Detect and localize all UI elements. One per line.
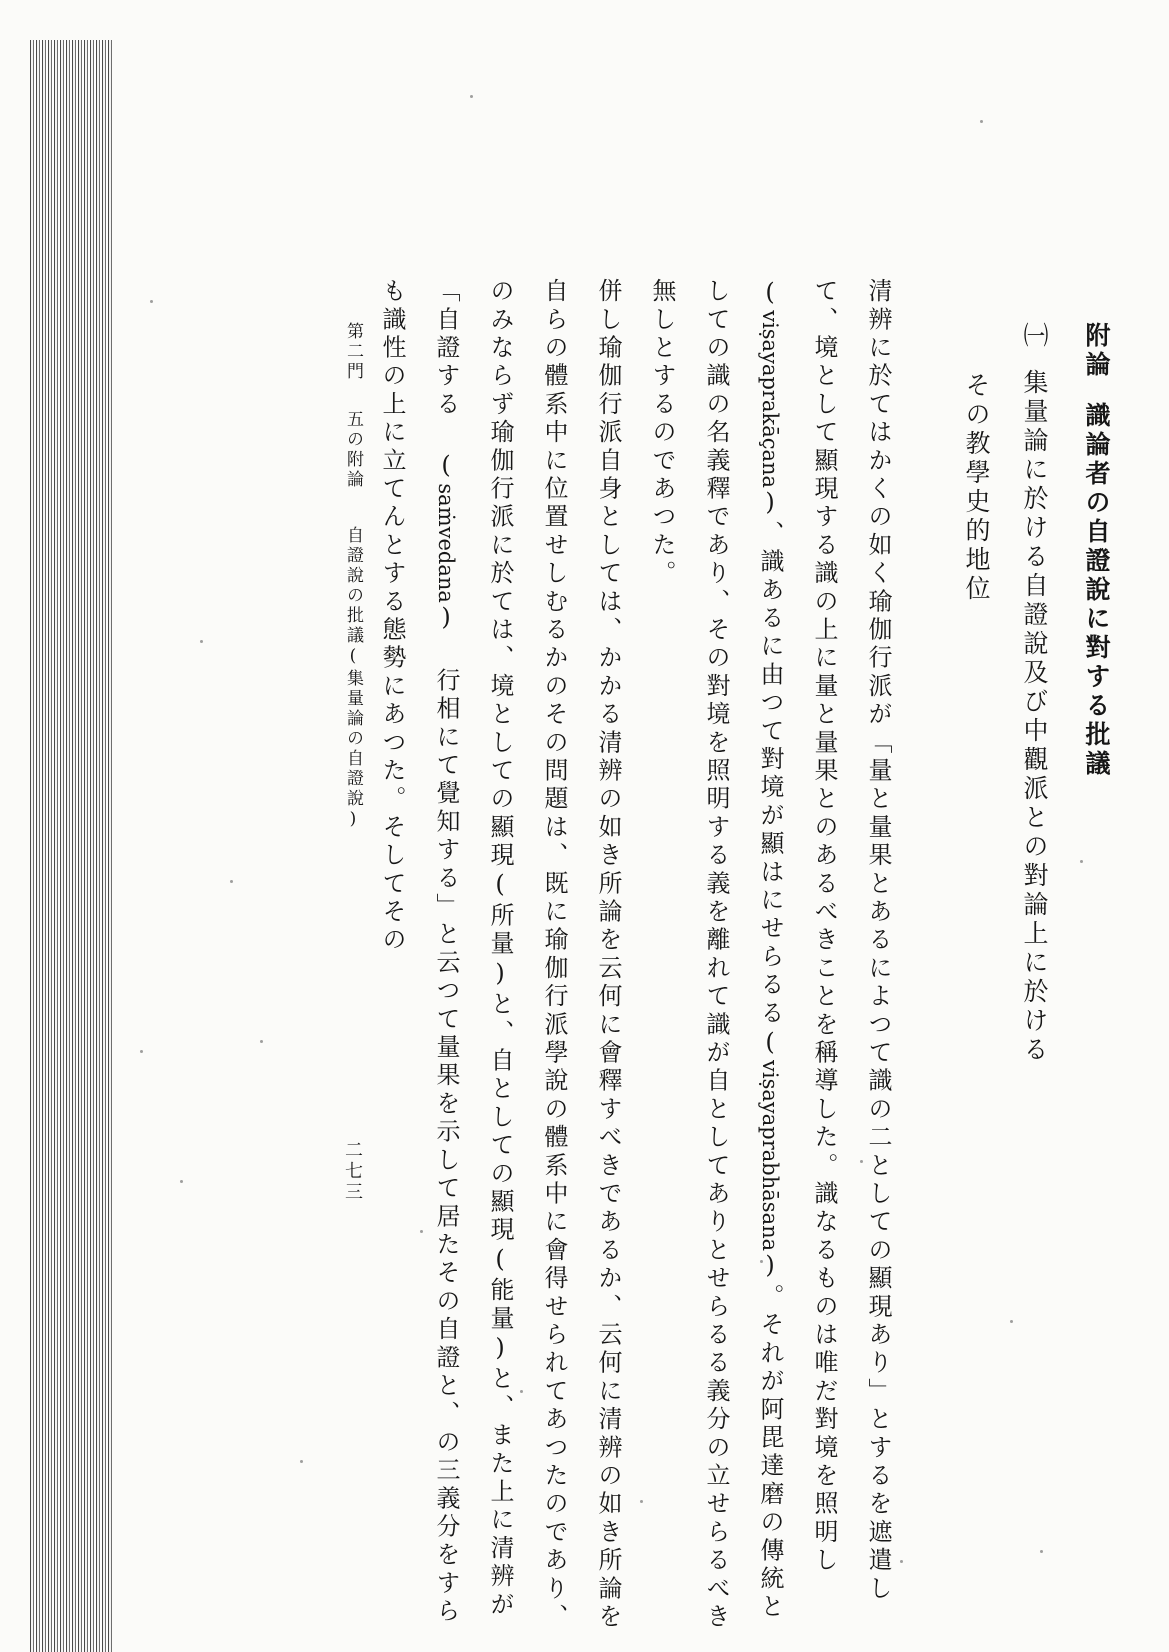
- text-segment: 得せられてあつたのであり、のみならず瑜伽行派に於ては、境としての顯現(所量)と、自とし: [486, 278, 568, 1632]
- speck: [1010, 1320, 1013, 1323]
- running-header: [1084, 322, 1109, 779]
- speck: [470, 95, 473, 98]
- text-segment: それが阿毘達磨の傳統としての識の名義釋であり、その對境を照明する義を離れて識が自とし: [702, 278, 784, 1622]
- header-section-label: 附論: [1082, 322, 1111, 380]
- footer-topic: 自證說の批議(集量論の自證說): [343, 526, 363, 832]
- speck: [980, 120, 983, 123]
- text-segment: は唯だ對境を照明し(: [756, 278, 838, 1576]
- text-segment: )、識あるに由つて對境が顯はにせらるる(: [756, 488, 784, 1061]
- paragraph: [635, 278, 905, 1638]
- paragraph: [365, 278, 635, 1638]
- body-text: [365, 278, 905, 1638]
- section-subheading: その教學史的地位: [962, 372, 991, 604]
- footer-chapter: 五の附論: [343, 410, 363, 490]
- speck: [140, 1050, 143, 1053]
- text-segment: 辨の如き所論を自らの體系中に位置せしむるかのその問題は、既に瑜伽行派學說の體系中に會: [540, 278, 622, 1632]
- speck: [260, 1040, 263, 1043]
- text-segment: ) 行相にて覺知する」と云つて量果を: [432, 602, 460, 1119]
- speck: [1080, 860, 1083, 863]
- speck: [230, 880, 233, 883]
- speck: [300, 1460, 303, 1463]
- speck: [1040, 1550, 1043, 1553]
- header-title: 識論者の自證說に對する批議: [1082, 402, 1111, 779]
- section-heading: [1022, 322, 1047, 1065]
- page-footer: [344, 322, 361, 832]
- sanskrit-term: viṣayaprakāçana: [758, 310, 782, 489]
- book-binding-shadow: [30, 40, 112, 1652]
- sanskrit-term: viṣayaprabhāsana: [758, 1060, 782, 1252]
- text-segment: 併し瑜伽行派自身としては、かかる清辨の如き所論を云何に會釋すべきであるか、云何に清: [594, 278, 622, 1435]
- page-number: 二七三: [342, 1140, 363, 1203]
- text-segment: るを遮遣して、境として顯現する識の上に量と量果とのあるべきことを稱導した。識なるもの: [810, 278, 892, 1604]
- speck: [180, 1180, 183, 1183]
- section-heading-text: 集量論に於ける自證說及び中觀派との對論上に於ける: [1020, 369, 1049, 1065]
- speck: [200, 640, 203, 643]
- text-segment: 清辨に於てはかくの如く瑜伽行派が「量と量果とあるによつて識の二としての顯現あり」とす: [864, 278, 892, 1463]
- text-segment: 示して居たその自證と、の三義分をすらも識性の上に立てんとする態勢にあつた。そしてその: [378, 278, 460, 1627]
- footer-part: 第二門: [343, 322, 363, 382]
- section-number: ㈠: [1020, 322, 1049, 351]
- text-segment: )。: [756, 1251, 784, 1312]
- text-segment: てありとせらるる義分の立せらるべき無しとするのであつた。: [648, 278, 730, 1632]
- speck: [150, 300, 153, 303]
- sanskrit-term: saṁvedana: [434, 483, 458, 603]
- text-segment: ての顯現(能量)と、また上に清辨が「自證する (: [432, 278, 514, 1620]
